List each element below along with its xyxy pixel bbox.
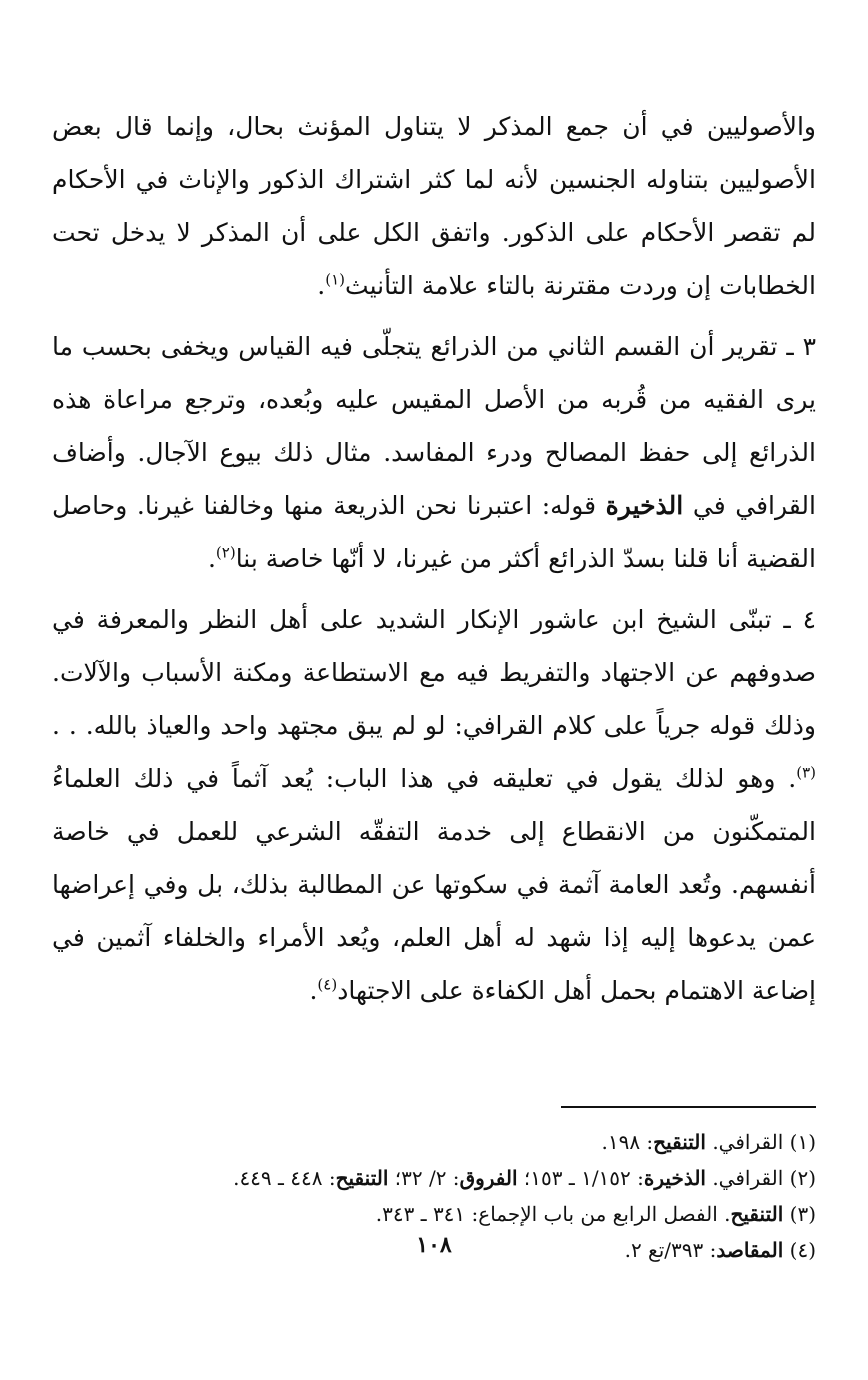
footnote-reference: (٤)	[317, 975, 338, 994]
paragraph	[52, 100, 816, 312]
book-title: الذخيرة	[643, 1166, 706, 1190]
book-title: التنقيح	[730, 1202, 784, 1226]
footnote-divider	[561, 1106, 816, 1108]
text-run: .	[207, 544, 216, 573]
text-run: ٤ ـ تبنّى الشيخ ابن عاشور الإنكار الشديد على أهل النظر والمعرفة في صدوفهم عن الاجتهاد والتفريط فيه مع الاستطاعة ومكنة الأسباب والآلات. وذلك قوله جرياً على كلام القرافي: لو لم يبق مجتهد واحد والعياذ بالله. . .	[52, 605, 816, 740]
body-text	[52, 100, 816, 1017]
footnote	[26, 1160, 816, 1196]
text-run: قوله: اعتبرنا نحن الذريعة منها وخالفنا غيرنا. وحاصل القضية أنا قلنا بسدّ الذرائع أكثر من غيرنا، لا أنّها خاصة بنا	[52, 491, 816, 573]
footnote	[26, 1196, 816, 1232]
text-run: : ١٩٨.	[601, 1130, 654, 1154]
text-run: .	[317, 271, 326, 300]
footnote	[26, 1124, 816, 1160]
text-run: . الفصل الرابع من باب الإجماع: ٣٤١ ـ ٣٤٣.	[375, 1202, 731, 1226]
book-title: المقاصد	[716, 1238, 784, 1262]
text-run: . وهو لذلك يقول في تعليقه في هذا الباب: يُعد آثماً في ذلك العلماءُ المتمكّنون من الانقطاع إلى خدمة التفقّه الشرعي للعمل في خاصة أنفسهم. وتُعد العامة آثمة في سكوتها عن المطالبة بذلك، بل وفي إعراضها عمن يدعوها إليه إذا شهد له أهل العلم، ويُعد الأمراء والخلفاء آثمين في إضاعة الاهتمام بحمل أهل الكفاءة على الاجتهاد	[52, 764, 817, 1005]
text-run: (٣)	[783, 1202, 816, 1226]
text-run: ٣ ـ تقرير أن القسم الثاني من الذرائع يتجلّى فيه القياس ويخفى بحسب ما يرى الفقيه من قُربه من الأصل المقيس عليه وبُعده، وترجع مراعاة هذه الذرائع إلى حفظ المصالح ودرء المفاسد. مثال ذلك بيوع الآجال. وأضاف القرافي في	[52, 332, 816, 520]
page-number: ١٠٨	[416, 1232, 452, 1258]
text-run: : ٣٩٣/تع ٢.	[624, 1238, 717, 1262]
footnote-reference: (٣)	[796, 763, 816, 782]
text-run: : ٢/ ٣٢؛	[388, 1166, 460, 1190]
paragraph	[52, 593, 816, 1017]
book-title: الفروق	[459, 1166, 518, 1190]
book-title: التنقيح	[335, 1166, 389, 1190]
text-run: : ١/١٥٢ ـ ١٥٣؛	[517, 1166, 644, 1190]
paragraph	[52, 320, 816, 585]
footnote-reference: (٢)	[215, 543, 236, 562]
text-run: والأصوليين في أن جمع المذكر لا يتناول المؤنث بحال، وإنما قال بعض الأصوليين بتناوله الجنسين لأنه لما كثر اشتراك الذكور والإناث في الأحكام لم تقصر الأحكام على الذكور. واتفق الكل على أن المذكر لا يدخل تحت الخطابات إن وردت مقترنة بالتاء علامة التأنيث	[52, 112, 816, 300]
book-title: التنقيح	[653, 1130, 706, 1154]
text-run: .	[309, 976, 318, 1005]
book-title: الذخيرة	[605, 491, 684, 520]
book-page	[52, 100, 816, 1340]
text-run: (٤)	[783, 1238, 816, 1262]
text-run: (٢) القرافي.	[705, 1166, 816, 1190]
text-run: : ٤٤٨ ـ ٤٤٩.	[233, 1166, 336, 1190]
footnote-reference: (١)	[325, 270, 346, 289]
text-run: (١) القرافي.	[705, 1130, 816, 1154]
